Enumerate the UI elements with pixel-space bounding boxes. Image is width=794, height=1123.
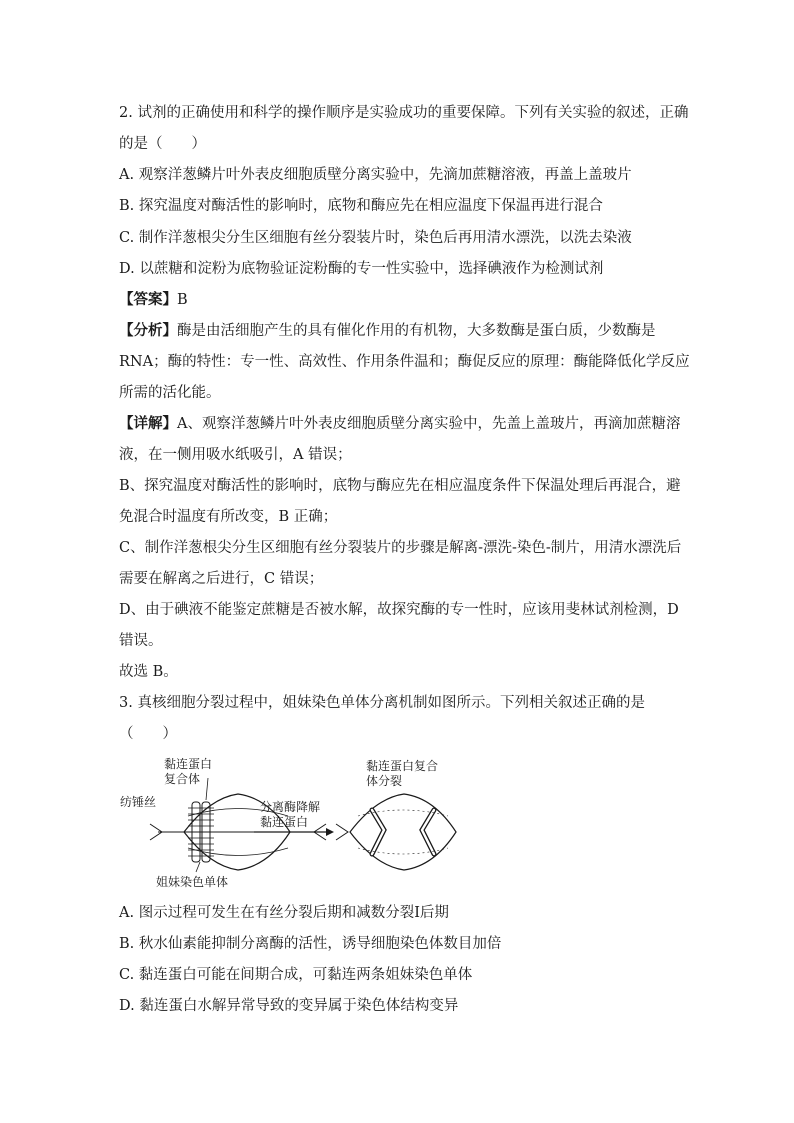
q2-detail-line-4: 免混合时温度有所改变，B 正确； — [119, 509, 338, 525]
process-arrow — [254, 828, 334, 836]
q2-detail-line-7: D、由于碘液不能鉴定蔗糖是否被水解，故探究酶的专一性时，应该用斐林试剂检测，D — [119, 602, 679, 618]
q2-analysis-line-2: RNA；酶的特性：专一性、高效性、作用条件温和；酶促反应的原理：酶能降低化学反应 — [119, 354, 690, 370]
q3-stem-line-2: （ ） — [119, 726, 177, 742]
label-arrow-1: 分离酶降解 — [260, 800, 321, 814]
q2-option-b: B. 探究温度对酶活性的影响时，底物和酶应先在相应温度下保温再进行混合 — [119, 198, 603, 214]
q3-option-d: D. 黏连蛋白水解异常导致的变异属于染色体结构变异 — [119, 998, 459, 1014]
answer-label: 【答案】 — [119, 291, 177, 308]
analysis-text-1: 酶是由活细胞产生的具有催化作用的有机物，大多数酶是蛋白质，少数酶是 — [177, 323, 656, 339]
q2-option-a: A. 观察洋葱鳞片叶外表皮细胞质壁分离实验中，先滴加蔗糖溶液，再盖上盖玻片 — [119, 167, 632, 183]
label-spindle: 纺锤丝 — [120, 795, 157, 809]
chromatid-separation-figure — [118, 756, 458, 892]
q2-stem-line-1: 2. 试剂的正确使用和科学的操作顺序是实验成功的重要保障。下列有关实验的叙述，正确 — [119, 105, 689, 121]
answer-value: B — [177, 292, 188, 308]
q2-detail-line-5: C、制作洋葱根尖分生区细胞有丝分裂装片的步骤是解离-漂洗-染色-制片，用清水漂洗后 — [119, 540, 682, 556]
label-split-1: 黏连蛋白复合 — [366, 759, 439, 773]
q2-detail-line-3: B、探究温度对酶活性的影响时，底物与酶应先在相应温度条件下保温处理后再混合，避 — [119, 478, 681, 494]
detail-text-1: A、观察洋葱鳞片叶外表皮细胞质壁分离实验中，先盖上盖玻片，再滴加蔗糖溶 — [177, 416, 681, 432]
q2-answer — [119, 290, 188, 310]
q2-option-d: D. 以蔗糖和淀粉为底物验证淀粉酶的专一性实验中，选择碘液作为检测试剂 — [119, 261, 604, 277]
q2-detail-line-8: 错误。 — [119, 633, 163, 649]
detail-label: 【详解】 — [119, 415, 177, 432]
label-complex-2: 复合体 — [164, 772, 201, 786]
label-complex-1: 黏连蛋白 — [164, 757, 213, 771]
right-cell-diagram — [336, 794, 456, 870]
q2-conclusion: 故选 B。 — [119, 664, 178, 680]
q3-stem-line-1: 3. 真核细胞分裂过程中，姐妹染色单体分离机制如图所示。下列相关叙述正确的是 — [119, 695, 645, 711]
label-split-2: 体分裂 — [366, 774, 403, 788]
q2-option-c: C. 制作洋葱根尖分生区细胞有丝分裂装片时，染色后再用清水漂洗，以洗去染液 — [119, 230, 632, 246]
analysis-label: 【分析】 — [119, 322, 177, 339]
q2-analysis-line-1 — [119, 321, 656, 341]
q2-detail-line-1 — [119, 414, 680, 434]
q2-detail-line-6: 需要在解离之后进行，C 错误； — [119, 571, 324, 587]
label-arrow-2: 黏连蛋白 — [260, 815, 309, 829]
q2-stem-line-2: 的是（ ） — [119, 136, 206, 152]
q2-detail-line-2: 液，在一侧用吸水纸吸引，A 错误； — [119, 447, 352, 463]
label-sister-chromatid: 姐妹染色单体 — [156, 875, 229, 889]
q3-option-a: A. 图示过程可发生在有丝分裂后期和减数分裂Ⅰ后期 — [119, 905, 449, 921]
q3-option-b: B. 秋水仙素能抑制分离酶的活性，诱导细胞染色体数目加倍 — [119, 936, 502, 952]
q2-analysis-line-3: 所需的活化能。 — [119, 385, 221, 401]
q3-option-c: C. 黏连蛋白可能在间期合成，可黏连两条姐妹染色单体 — [119, 967, 473, 983]
